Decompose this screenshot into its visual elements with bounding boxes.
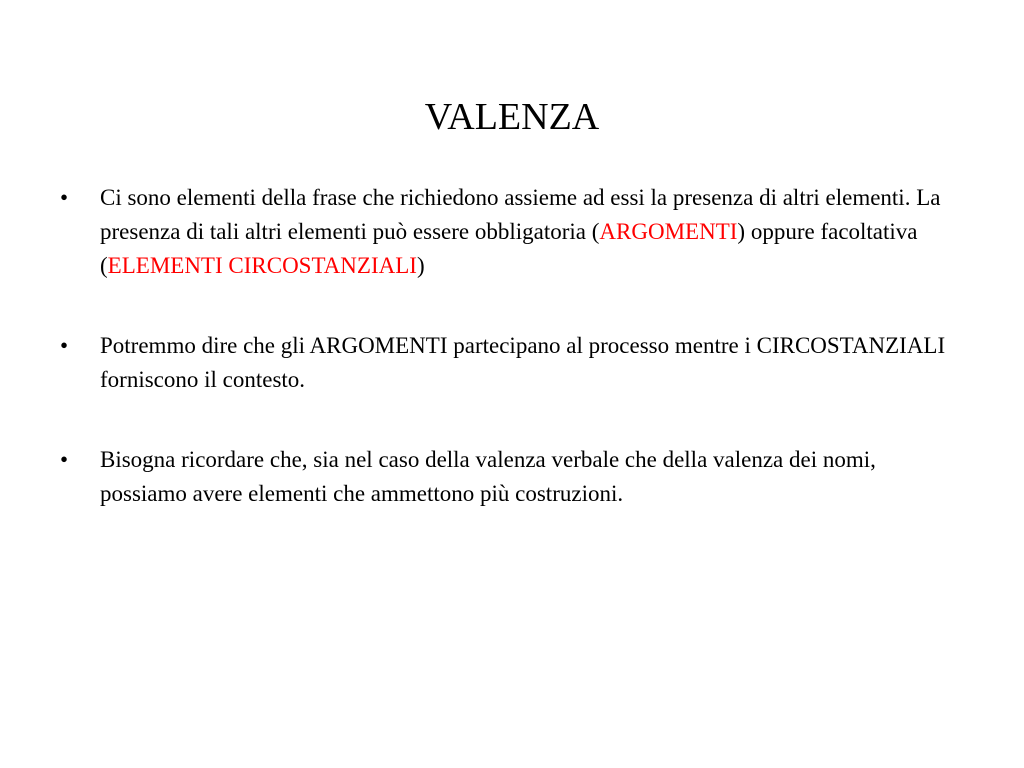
bullet-item-3 <box>60 443 960 511</box>
bullet-dot-icon: • <box>60 333 69 358</box>
bullet-1-text-part-3: ) <box>416 253 425 278</box>
highlight-argomenti: ARGOMENTI <box>599 219 738 244</box>
bullet-1-text-part-2: ) oppure facoltativa ( <box>100 219 918 278</box>
bullet-item-2 <box>60 329 960 397</box>
bullet-2-text: Potremmo dire che gli ARGOMENTI partecipano al processo mentre i CIRCOSTANZIALI forniscono il contesto. <box>100 333 946 392</box>
bullet-3-text: Bisogna ricordare che, sia nel caso della valenza verbale che della valenza dei nomi, possiamo avere elementi che ammettono più costruzioni. <box>100 447 876 506</box>
highlight-elementi-circostanziali: ELEMENTI CIRCOSTANZIALI <box>107 253 417 278</box>
bullet-dot-icon: • <box>60 185 69 210</box>
bullet-list <box>60 181 960 557</box>
bullet-item-1 <box>60 181 960 283</box>
bullet-1-text-part-1: Ci sono elementi della frase che richiedono assieme ad essi la presenza di altri elementi. La presenza di tali altri elementi può essere obbligatoria ( <box>100 185 941 244</box>
slide-title: VALENZA <box>424 96 600 138</box>
bullet-dot-icon: • <box>60 447 69 472</box>
